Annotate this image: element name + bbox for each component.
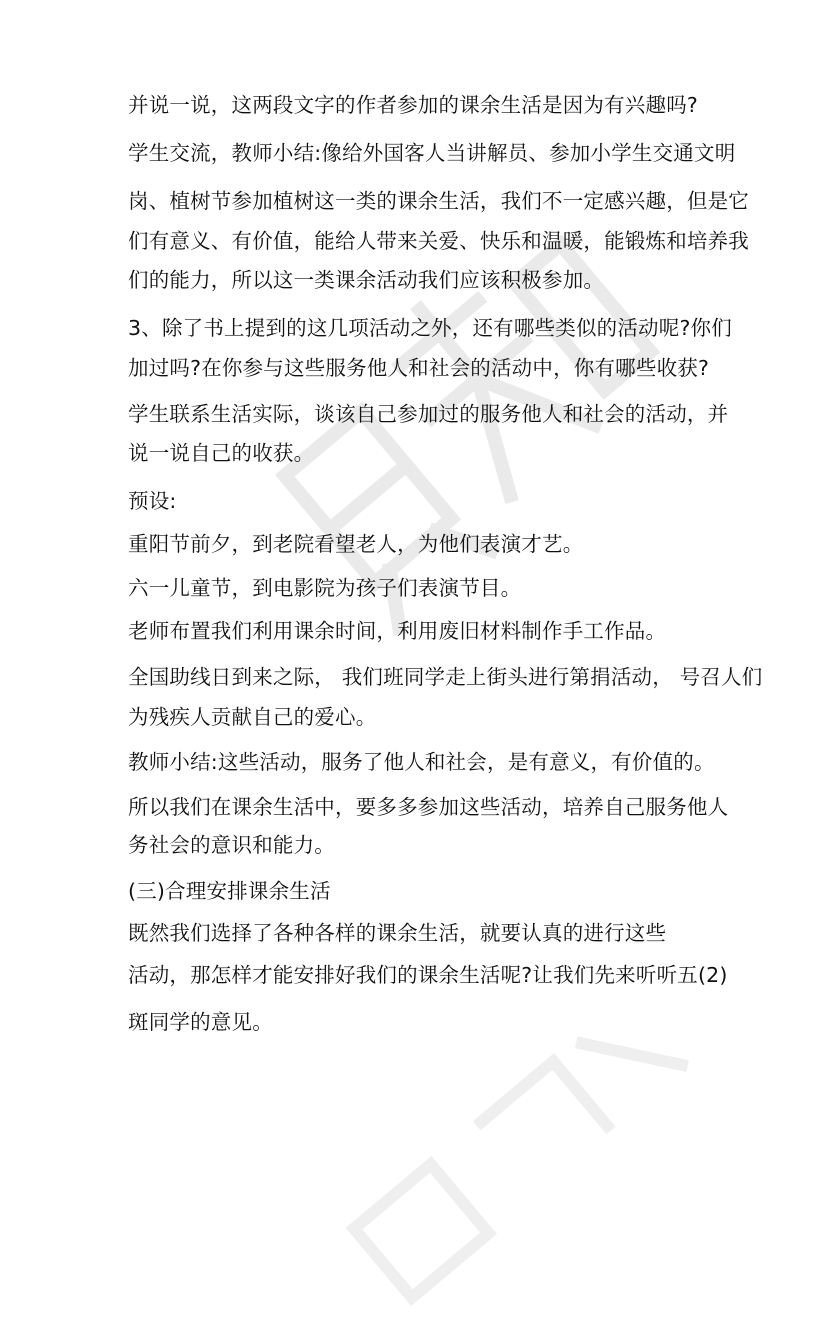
- text-line-10: 预设:: [128, 489, 177, 513]
- text-line-12: 六一儿童节，到电影院为孩子们表演节目。: [128, 576, 522, 600]
- text-line-13: 老师布置我们利用课余时间，利用废旧材料制作手工作品。: [128, 619, 667, 643]
- text-line-1: 并说一说，这两段文字的作者参加的课余生活是因为有兴趣吗?: [128, 93, 698, 117]
- text-line-4: 们有意义、有价值，能给人带来关爱、快乐和温暖，能锻炼和培养我: [128, 229, 749, 253]
- text-line-11: 重阳节前夕，到老院看望老人，为他们表演才艺。: [128, 532, 584, 556]
- watermark-stamp-lower: [311, 969, 710, 1331]
- text-line-16: 教师小结:这些活动，服务了他人和社会，是有意义，有价值的。: [128, 750, 715, 774]
- text-line-3: 岗、植树节参加植树这一类的课余生活，我们不一定感兴趣，但是它: [128, 189, 749, 213]
- text-line-5: 们的能力，所以这一类课余活动我们应该积极参加。: [128, 268, 605, 292]
- text-line-2: 学生交流，教师小结:像给外国客人当讲解员、参加小学生交通文明: [128, 141, 736, 165]
- text-line-9: 说一说自己的收获。: [128, 441, 315, 465]
- text-line-20: 既然我们选择了各种各样的课余生活，就要认真的进行这些: [128, 921, 667, 945]
- text-line-22: 斑同学的意见。: [128, 1010, 273, 1034]
- text-line-15: 为残疾人贡献自己的爱心。: [128, 705, 377, 729]
- text-line-18: 务社会的意识和能力。: [128, 833, 335, 857]
- text-line-21: 活动，那怎样才能安排好我们的课余生活呢?让我们先来听听五(2): [128, 963, 728, 987]
- text-line-8: 学生联系生活实际，谈该自己参加过的服务他人和社会的活动，并: [128, 402, 729, 426]
- text-line-17: 所以我们在课余生活中，要多多参加这些活动，培养自己服务他人: [128, 795, 729, 819]
- text-line-6: 3、除了书上提到的这几项活动之外，还有哪些类似的活动呢?你们: [128, 316, 732, 340]
- text-line-7: 加过吗?在你参与这些服务他人和社会的活动中，你有哪些收获?: [128, 356, 710, 380]
- text-line-19: (三)合理安排课余生活: [128, 879, 331, 903]
- text-line-14: 全国助线日到来之际， 我们班同学走上街头进行第捐活动， 号召人们: [128, 665, 763, 689]
